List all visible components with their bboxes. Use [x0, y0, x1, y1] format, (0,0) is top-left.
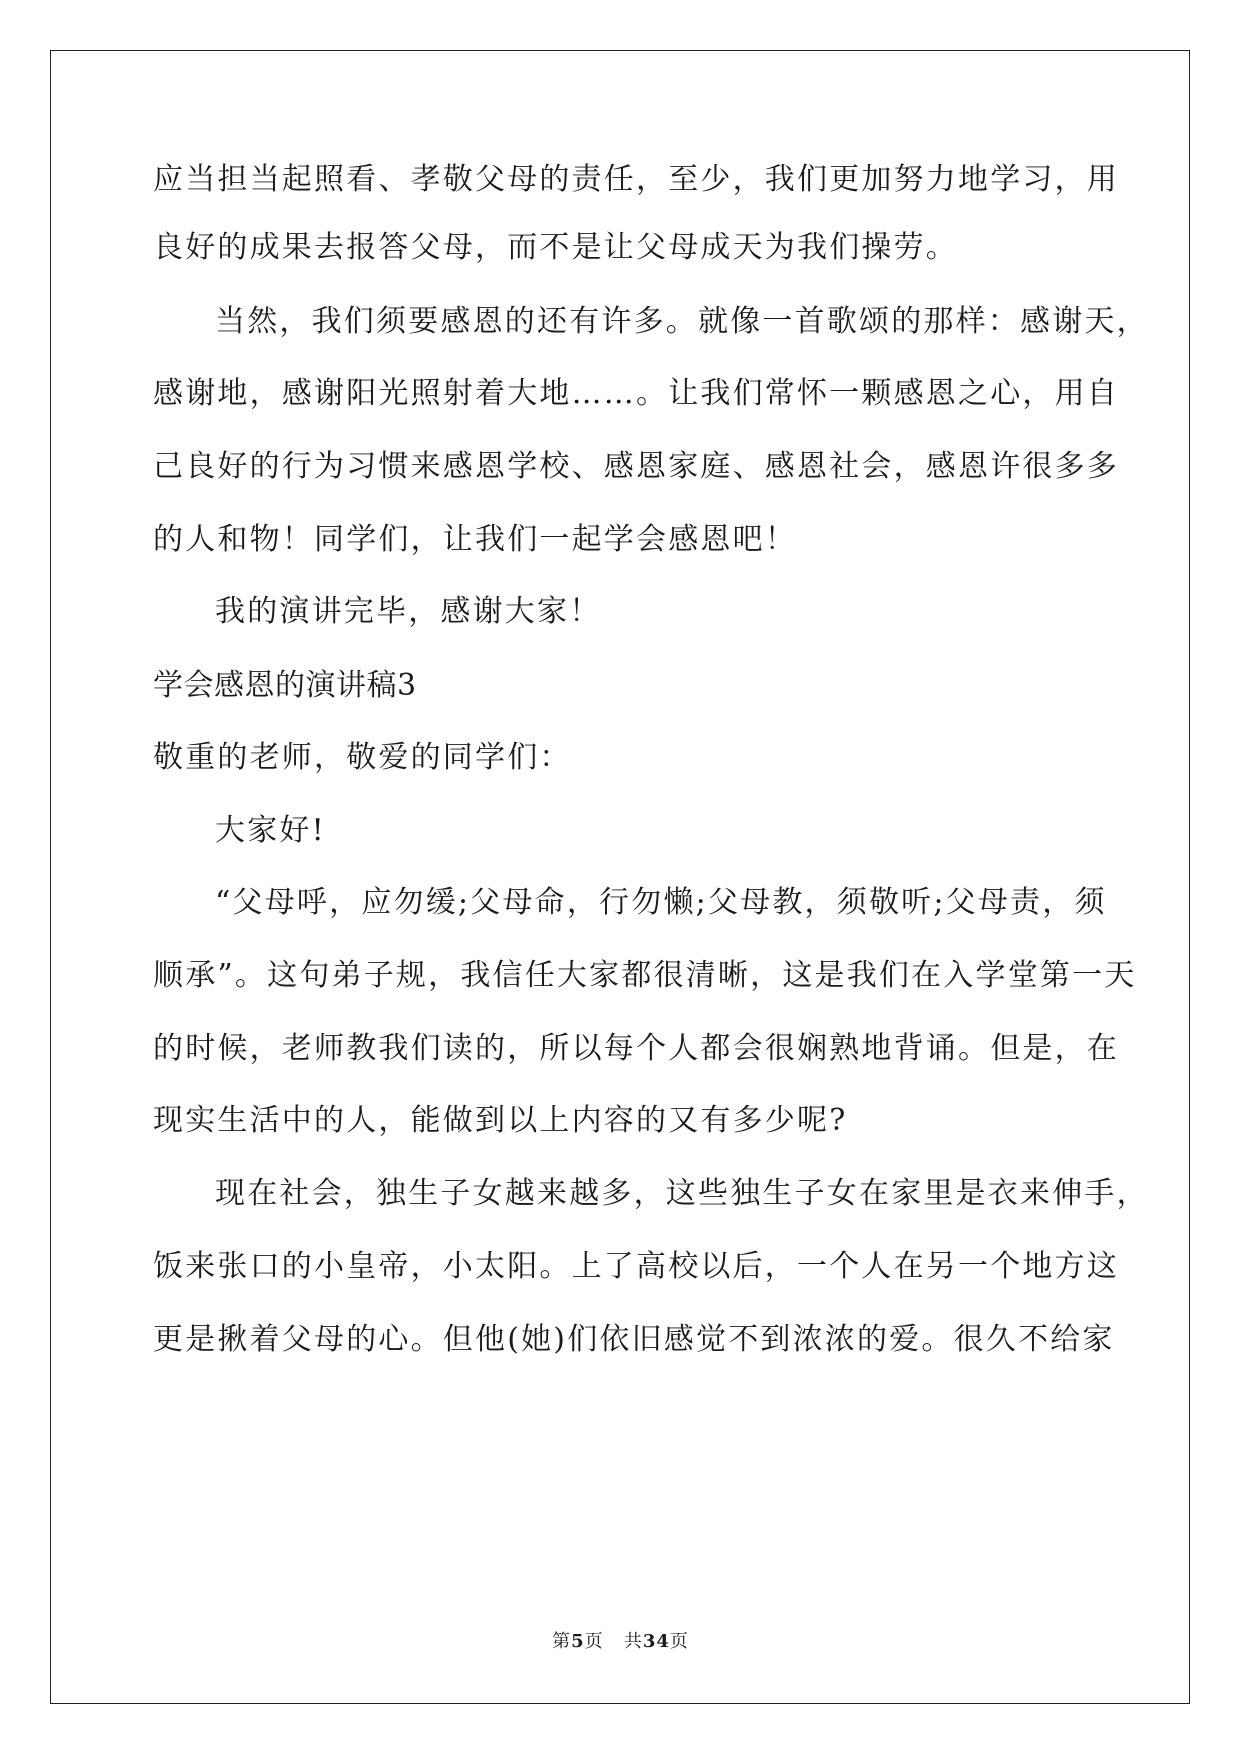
- footer-total-pages: 34: [642, 1631, 670, 1652]
- text-line: 应当担当起照看、孝敬父母的责任，至少，我们更加努力地学习，用: [153, 162, 1119, 197]
- paragraph-start-line: 现在社会，独生子女越来越多，这些独生子女在家里是衣来伸手，: [215, 1176, 1149, 1211]
- footer-page-suffix: 页: [584, 1631, 604, 1652]
- text-line: 己良好的行为习惯来感恩学校、感恩家庭、感恩社会，感恩许很多多: [153, 449, 1119, 484]
- footer-prefix: 第: [552, 1631, 572, 1652]
- text-line: 感谢地，感谢阳光照射着大地……。让我们常怀一颗感恩之心，用自: [153, 376, 1119, 411]
- footer-total-prefix: 共: [623, 1631, 643, 1652]
- paragraph-start-line: 当然，我们须要感恩的还有许多。就像一首歌颂的那样：感谢天，: [215, 304, 1149, 339]
- text-line: 良好的成果去报答父母，而不是让父母成天为我们操劳。: [153, 230, 958, 265]
- text-line: 顺承”。这句弟子规，我信任大家都很清晰，这是我们在入学堂第一天: [153, 958, 1137, 993]
- text-line: 的人和物！同学们，让我们一起学会感恩吧！: [153, 522, 797, 557]
- text-line: 饭来张口的小皇帝，小太阳。上了高校以后，一个人在另一个地方这: [153, 1249, 1119, 1284]
- salutation-line: 敬重的老师，敬爱的同学们：: [153, 740, 572, 775]
- footer-page-number: 5: [571, 1631, 585, 1652]
- greeting-line: 大家好!: [215, 813, 326, 848]
- section-heading: 学会感恩的演讲稿3: [153, 668, 417, 703]
- page-frame: [50, 50, 1190, 1704]
- paragraph-start-line: 我的演讲完毕，感谢大家！: [215, 594, 602, 629]
- text-line: 的时候，老师教我们读的，所以每个人都会很娴熟地背诵。但是，在: [153, 1031, 1119, 1066]
- footer-total-suffix: 页: [669, 1631, 689, 1652]
- text-line: 现实生活中的人，能做到以上内容的又有多少呢?: [153, 1103, 848, 1138]
- text-line: 更是揪着父母的心。但他(她)们依旧感觉不到浓浓的爱。很久不给家: [153, 1322, 1115, 1357]
- page-footer: [0, 1630, 1241, 1654]
- paragraph-start-line: “父母呼，应勿缓;父母命，行勿懒;父母教，须敬听;父母责，须: [215, 885, 1107, 920]
